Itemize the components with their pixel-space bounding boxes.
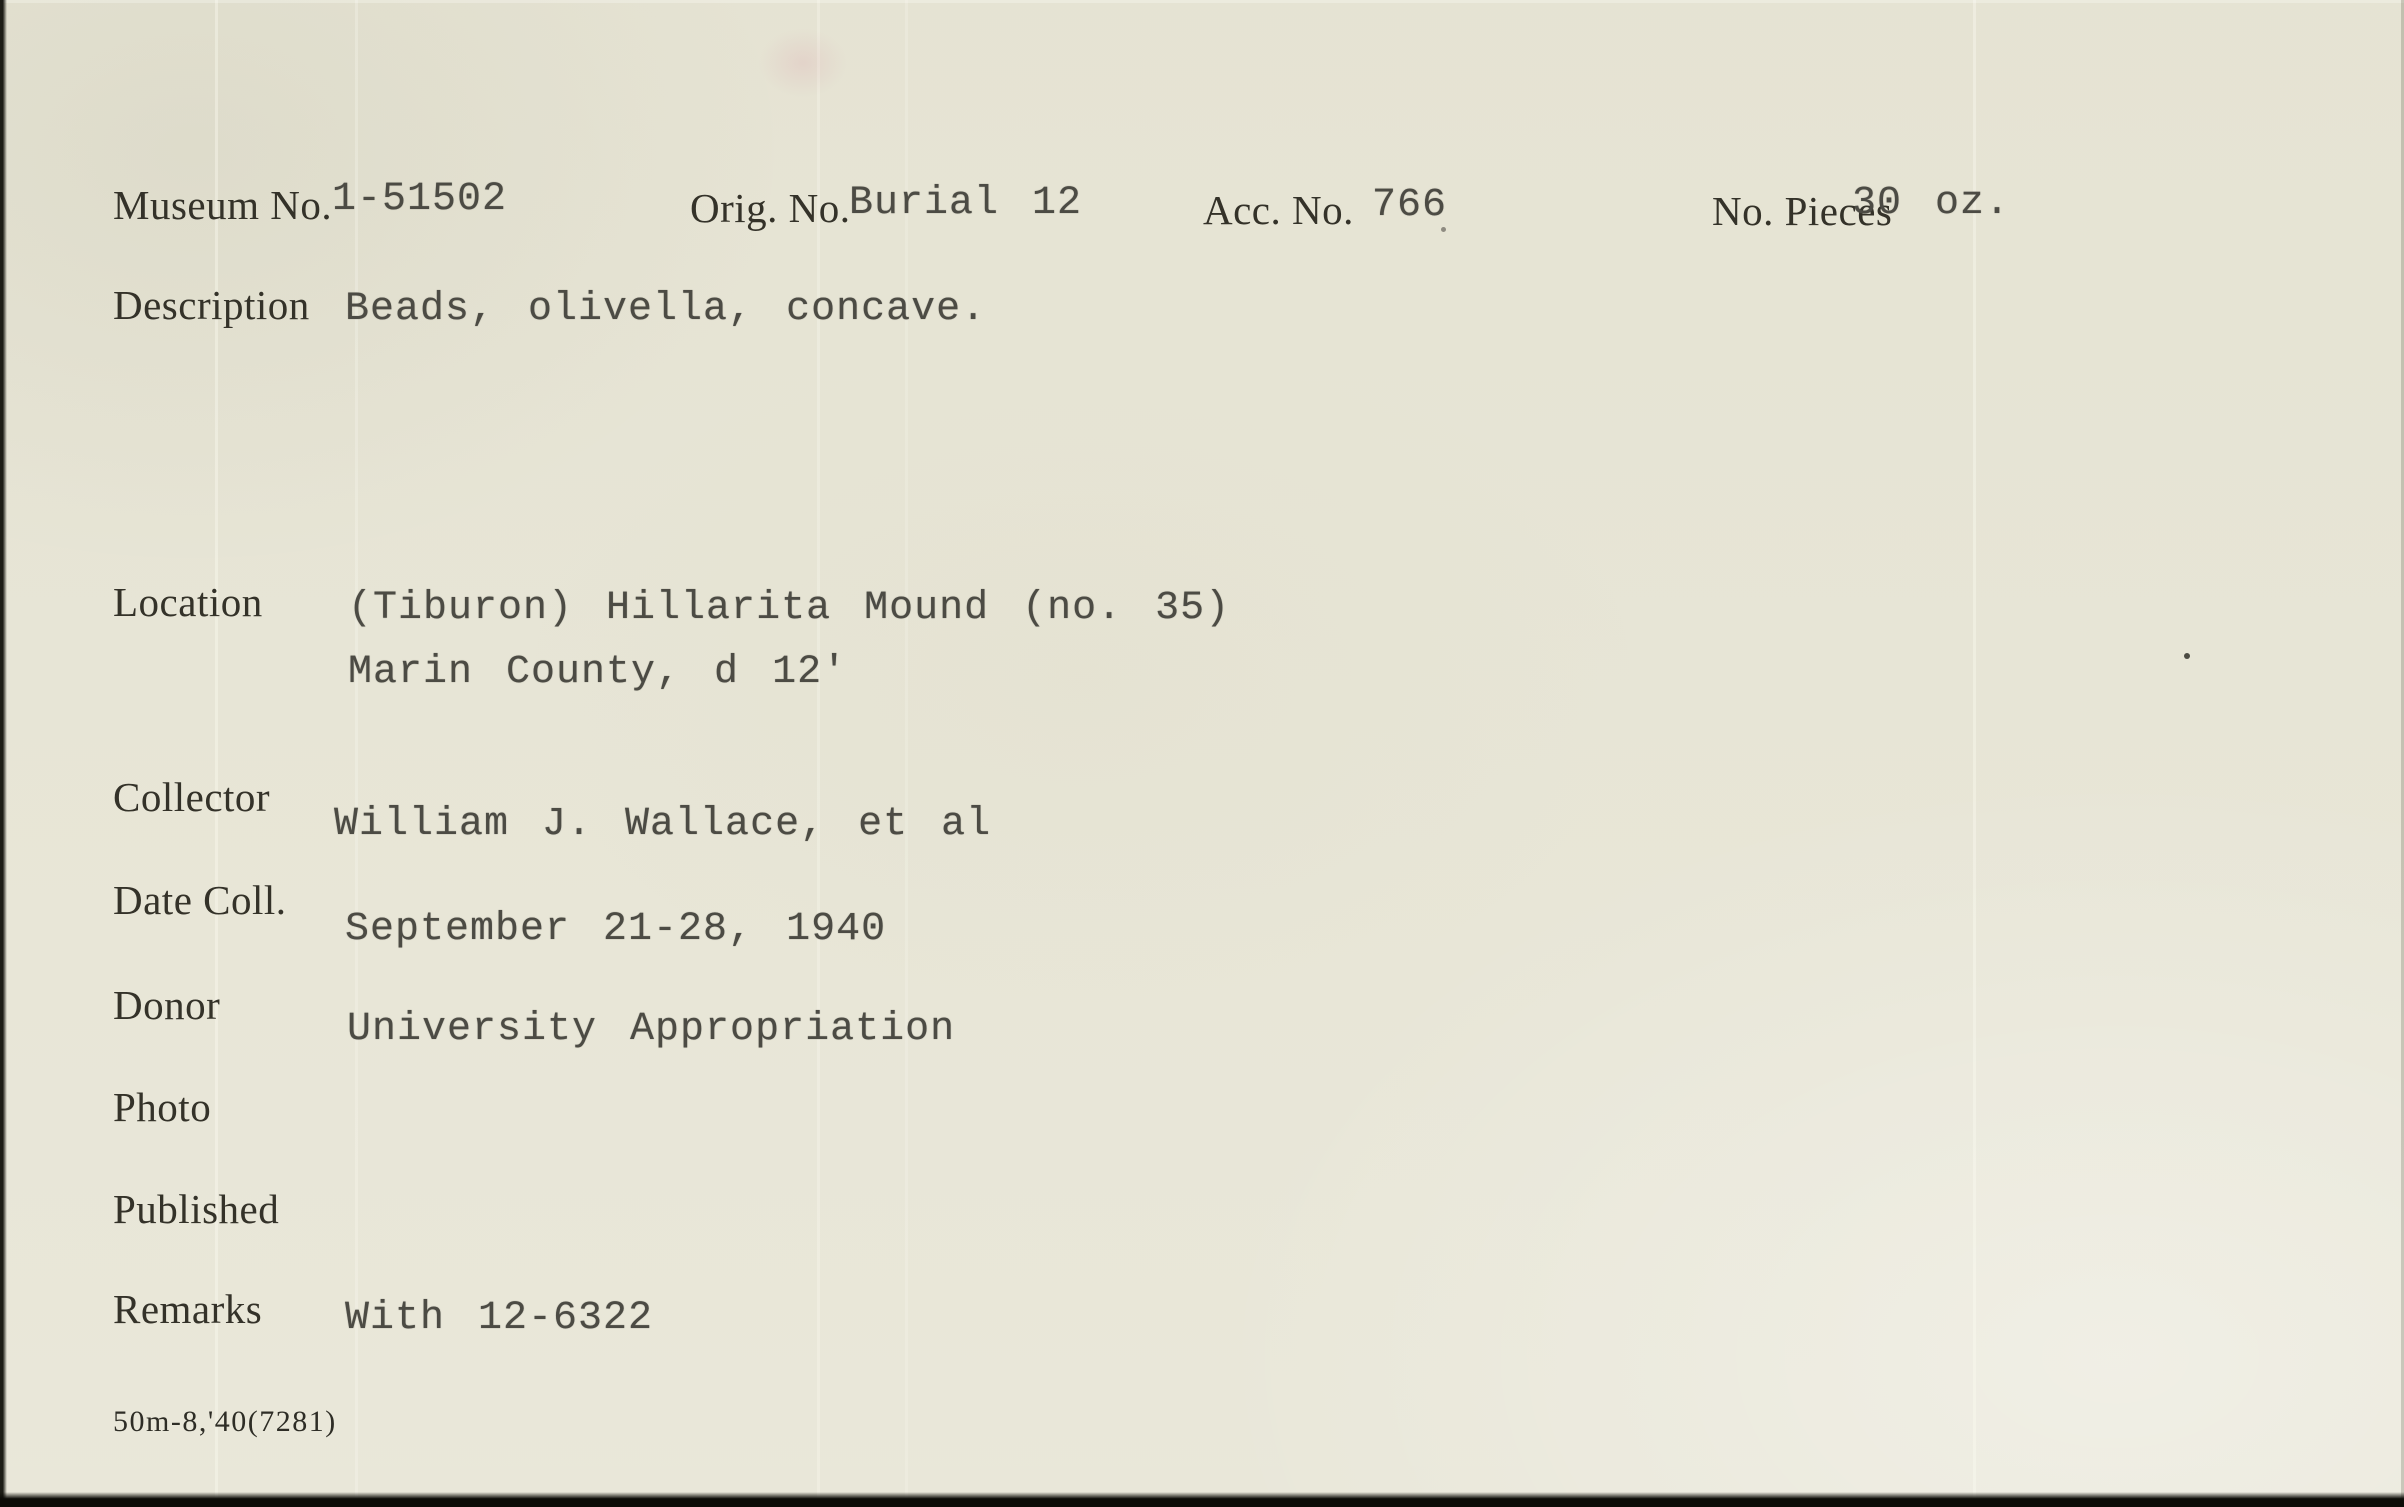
description-label: Description: [113, 282, 310, 328]
no-pieces-label: No. Pieces: [1712, 188, 1893, 234]
date-coll-label: Date Coll.: [113, 877, 287, 923]
photo-label: Photo: [113, 1084, 212, 1130]
orig-no-value: Burial 12: [849, 181, 1083, 226]
published-label: Published: [113, 1186, 280, 1232]
scan-edge-left: [0, 0, 7, 1507]
acc-no-label: Acc. No.: [1203, 187, 1354, 233]
scan-edge-bottom: [0, 1492, 2404, 1507]
donor-label: Donor: [113, 982, 221, 1028]
form-number: 50m-8,'40(7281): [113, 1405, 337, 1438]
donor-value: University Appropriation: [347, 1007, 956, 1052]
acc-no-value: 766: [1372, 183, 1448, 228]
museum-no-label: Museum No.: [113, 182, 333, 228]
remarks-label: Remarks: [113, 1286, 263, 1332]
location-value-line1: (Tiburon) Hillarita Mound (no. 35): [348, 586, 1231, 631]
paper-crease: [355, 0, 358, 1507]
collector-label: Collector: [113, 774, 271, 820]
ink-speck: [2184, 653, 2190, 659]
museum-no-value: 1-51502: [332, 177, 508, 222]
location-value-line2: Marin County, d 12': [348, 650, 848, 695]
orig-no-label: Orig. No.: [690, 185, 851, 231]
no-pieces-value: 30 oz.: [1852, 181, 2011, 226]
paper-crease: [1973, 0, 1976, 1507]
scan-edge-top: [0, 0, 2404, 3]
remarks-value: With 12-6322: [345, 1296, 654, 1341]
description-value: Beads, olivella, concave.: [345, 287, 987, 332]
date-coll-value: September 21-28, 1940: [345, 907, 887, 952]
collector-value: William J. Wallace, et al: [334, 802, 992, 847]
pink-smudge: [758, 28, 848, 98]
location-label: Location: [113, 579, 263, 625]
paper-crease: [905, 0, 908, 1507]
